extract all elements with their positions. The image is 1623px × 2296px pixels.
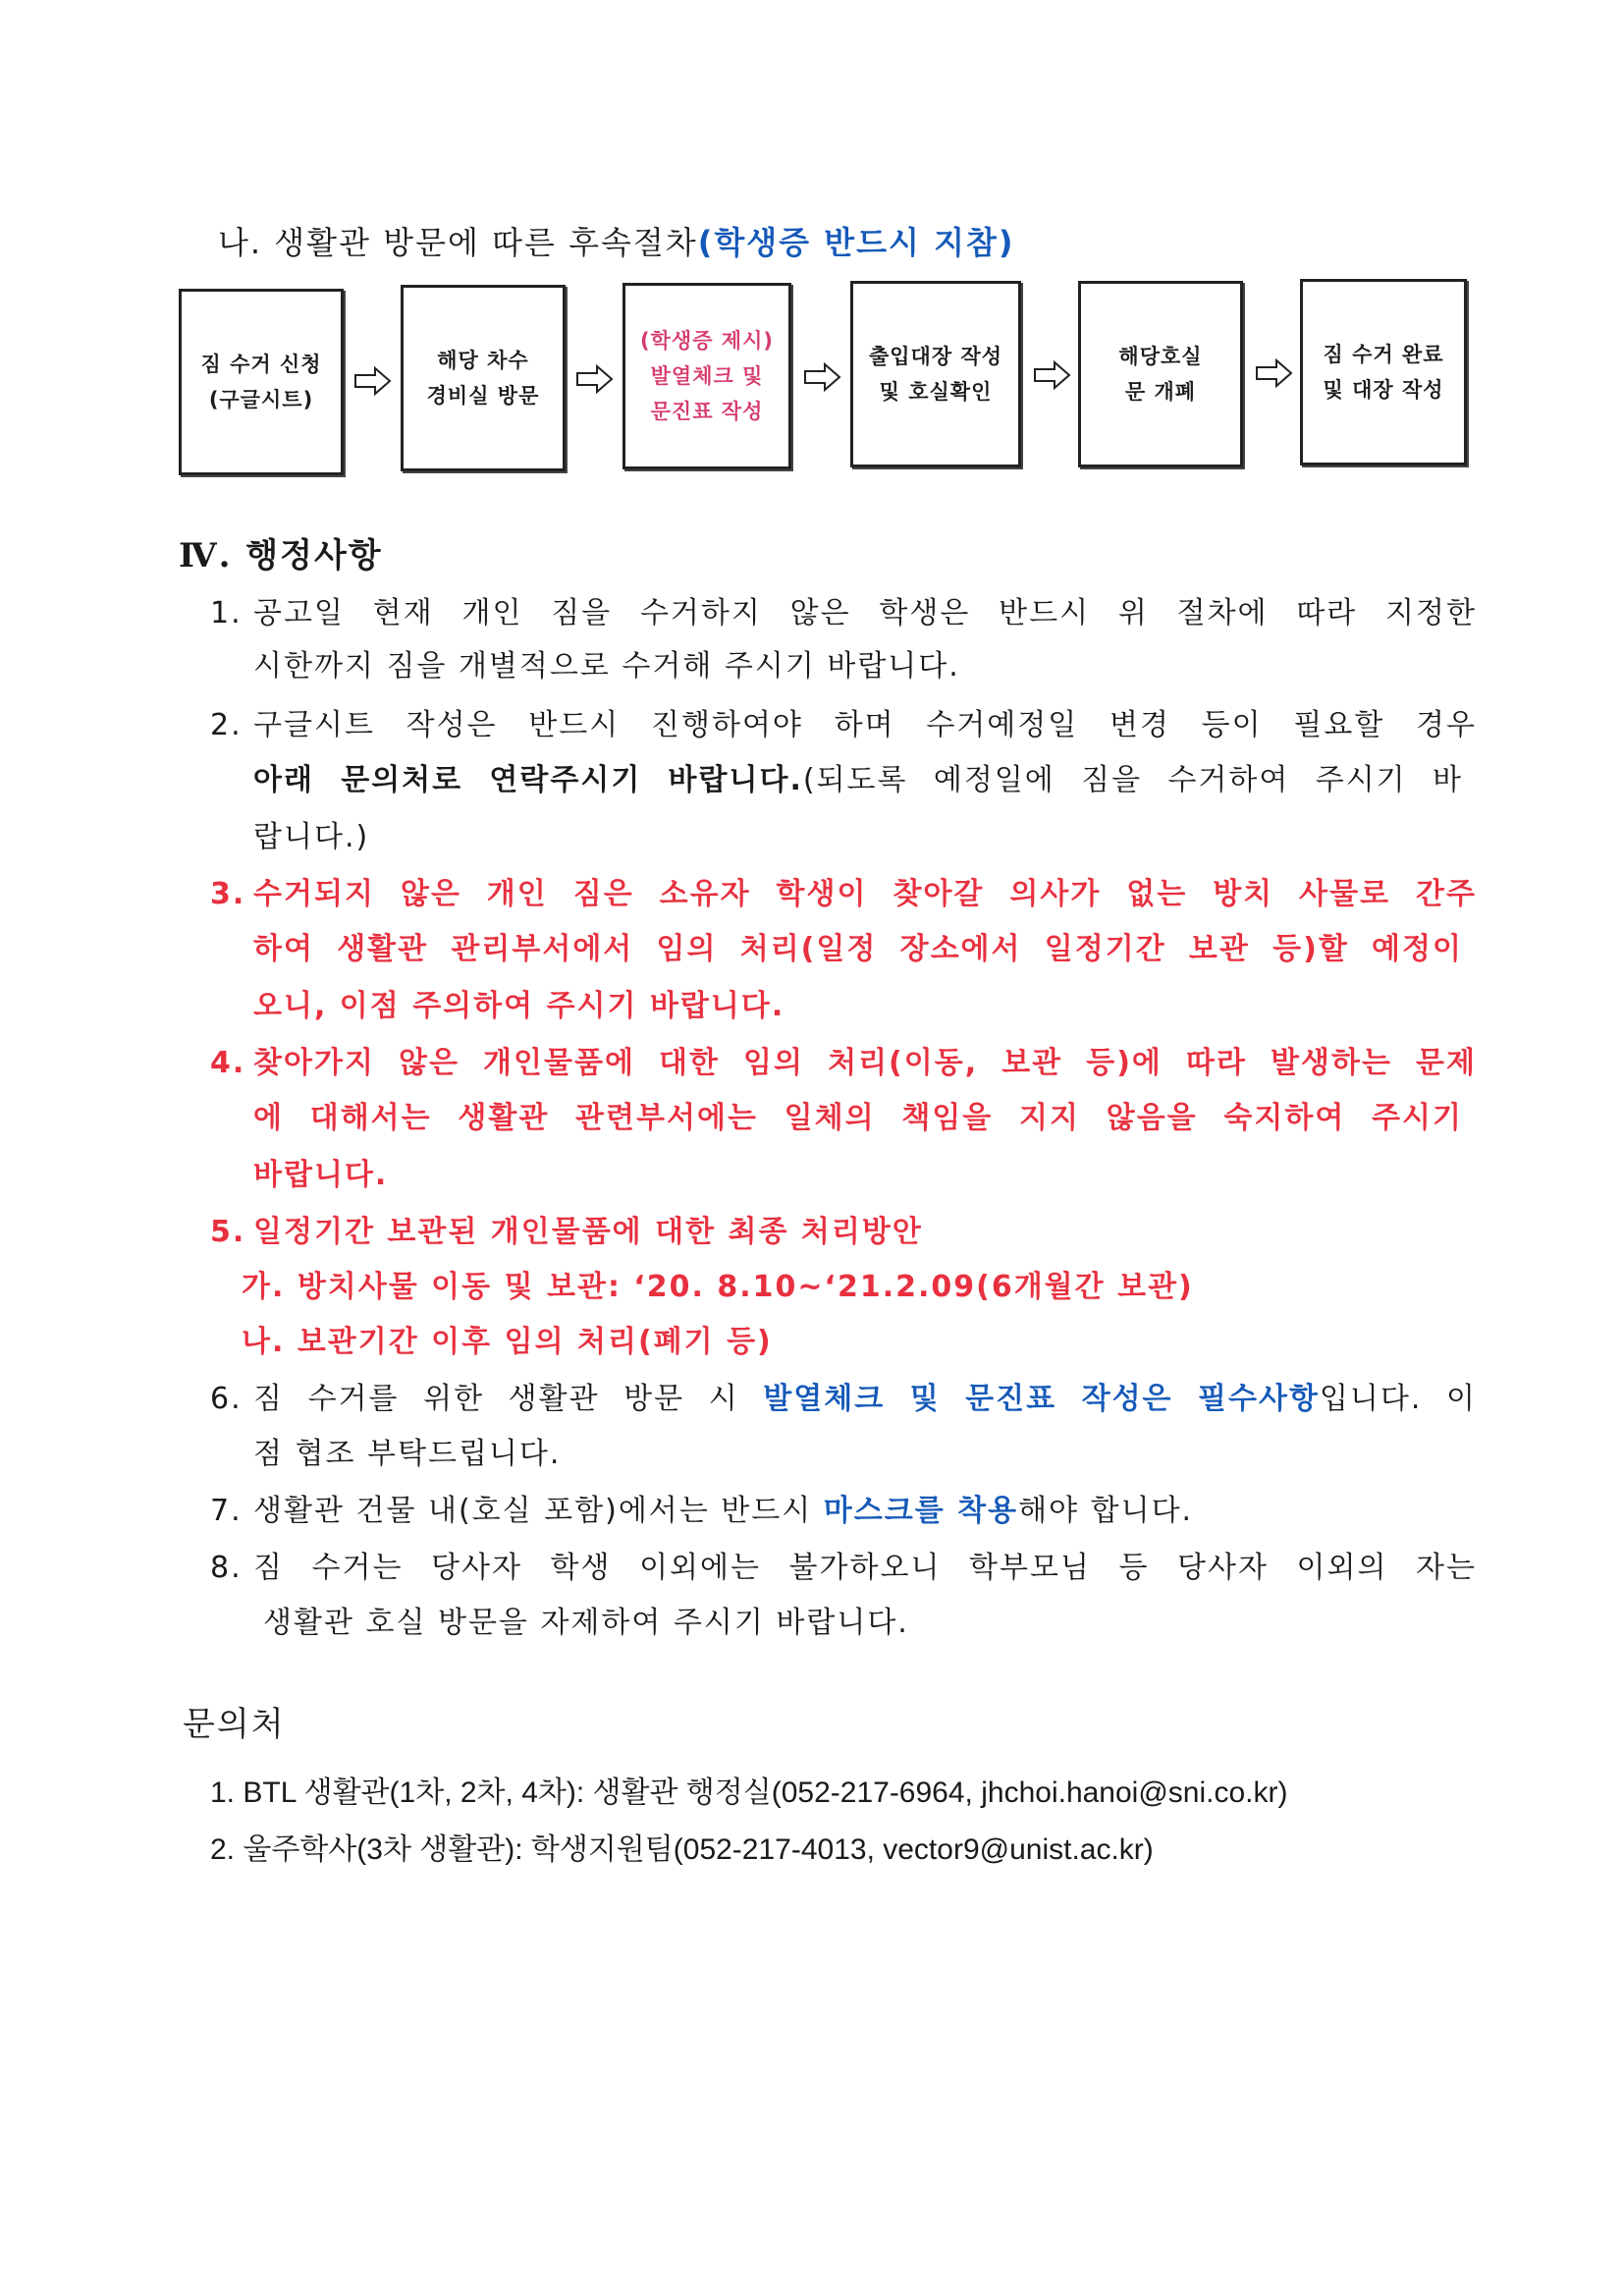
item-1-number: 1.: [210, 596, 243, 630]
subheading: [218, 218, 1015, 263]
arrow-right-icon: [803, 361, 842, 393]
item-4: [210, 1035, 1477, 1092]
item-4-line3: 바랍니다.: [253, 1158, 389, 1192]
subheading-highlight: (학생증 반드시 지참): [697, 224, 1015, 261]
item-4-line1: 찾아가지 않은 개인물품에 대한 임의 처리(이동, 보관 등)에 따라 발생하는 문제: [253, 1046, 1477, 1080]
contact-2: 2. 울주학사(3차 생활관): 학생지원팀(052-217-4013, vector9@unist.ac.kr): [210, 1833, 1154, 1866]
item-2-line1: 구글시트 작성은 반드시 진행하여야 하며 수거예정일 변경 등이 필요할 경우: [253, 708, 1477, 742]
subheading-text: 나. 생활관 방문에 따른 후속절차: [218, 224, 698, 261]
arrow-right-icon: [1033, 359, 1072, 391]
flow-step-2: [401, 285, 566, 471]
item-4-number: 4.: [210, 1046, 246, 1080]
flow-step-3: [622, 283, 791, 469]
item-7-number: 7.: [210, 1494, 243, 1528]
item-7: [210, 1483, 1477, 1540]
item-3-number: 3.: [210, 877, 246, 911]
flow-step-1-line2: (구글시트): [208, 388, 314, 411]
flow-step-2-line2: 경비실 방문: [426, 384, 540, 408]
item-2-line2-rest: (되도록 예정일에 짐을 수거하여 주시기 바: [802, 763, 1463, 797]
flow-step-1-line1: 짐 수거 신청: [200, 353, 322, 376]
flow-step-5: [1078, 281, 1243, 467]
item-7-highlight: 마스크를 착용: [823, 1494, 1019, 1528]
item-7-text: 생활관 건물 내(호실 포함)에서는 반드시: [253, 1494, 824, 1528]
item-8-line1: 짐 수거는 당사자 학생 이외에는 불가하오니 학부모님 등 당사자 이외의 자는: [253, 1551, 1477, 1585]
arrow-right-icon: [575, 363, 615, 395]
item-2-line2-bold: 아래 문의처로 연락주시기 바랍니다.: [253, 763, 803, 797]
item-5-sub-b: 나. 보관기간 이후 임의 처리(폐기 등): [242, 1325, 773, 1359]
item-5-number: 5.: [210, 1215, 246, 1249]
item-8: [210, 1540, 1477, 1597]
item-6-line2: 점 협조 부탁드립니다.: [253, 1437, 562, 1471]
item-2-number: 2.: [210, 708, 243, 742]
flow-step-3-line3: 문진표 작성: [650, 400, 764, 423]
flow-step-3-line1: (학생증 제시): [640, 329, 774, 353]
item-5-line1: 일정기간 보관된 개인물품에 대한 최종 처리방안: [253, 1215, 923, 1249]
item-1: [210, 585, 1477, 642]
flow-step-6-line1: 짐 수거 완료: [1323, 343, 1444, 366]
arrow-right-icon: [1255, 357, 1294, 389]
item-8-line2: 생활관 호실 방문을 자제하여 주시기 바랍니다.: [263, 1606, 909, 1640]
item-6-text-end: 입니다. 이: [1319, 1382, 1477, 1416]
contact-1: 1. BTL 생활관(1차, 2차, 4차): 생활관 행정실(052-217-6964, jhchoi.hanoi@sni.co.kr): [210, 1777, 1288, 1809]
item-3-line3: 오니, 이점 주의하여 주시기 바랍니다.: [253, 989, 785, 1023]
item-3-line2: 하여 생활관 관리부서에서 임의 처리(일정 장소에서 일정기간 보관 등)할 예정이: [253, 932, 1463, 966]
flow-step-3-line2: 발열체크 및: [650, 364, 764, 388]
flow-step-6: [1300, 279, 1467, 465]
item-6-number: 6.: [210, 1382, 243, 1416]
flow-step-4-line1: 출입대장 작성: [868, 345, 1003, 368]
item-8-number: 8.: [210, 1551, 243, 1585]
flow-step-2-line1: 해당 차수: [437, 349, 529, 372]
contact-title: 문의처: [183, 1705, 286, 1744]
flow-step-1: [179, 289, 344, 475]
item-6: [210, 1371, 1477, 1428]
flow-step-4: [850, 281, 1021, 467]
section-title: Ⅳ. 행정사항: [179, 536, 383, 575]
item-6-highlight: 발열체크 및 문진표 작성은 필수사항: [763, 1382, 1320, 1416]
flow-step-4-line2: 및 호실확인: [879, 380, 993, 404]
item-2-line2: [253, 752, 1463, 809]
item-1-line1: 공고일 현재 개인 짐을 수거하지 않은 학생은 반드시 위 절차에 따라 지정한: [253, 596, 1477, 630]
flow-step-6-line2: 및 대장 작성: [1323, 378, 1444, 402]
flow-step-5-line2: 문 개폐: [1124, 380, 1197, 404]
item-6-text: 짐 수거를 위한 생활관 방문 시: [253, 1382, 764, 1416]
arrow-right-icon: [353, 365, 393, 397]
item-2-line3: 랍니다.): [253, 820, 370, 854]
item-5: [210, 1204, 1477, 1261]
item-7-text-end: 해야 합니다.: [1018, 1494, 1194, 1528]
flow-step-5-line1: 해당호실: [1118, 345, 1203, 368]
item-2: [210, 697, 1477, 754]
item-4-line2: 에 대해서는 생활관 관련부서에는 일체의 책임을 지지 않음을 숙지하여 주시기: [253, 1101, 1463, 1135]
item-3-line1: 수거되지 않은 개인 짐은 소유자 학생이 찾아갈 의사가 없는 방치 사물로 간주: [253, 877, 1477, 911]
item-3: [210, 866, 1477, 923]
item-1-line2: 시한까지 짐을 개별적으로 수거해 주시기 바랍니다.: [253, 649, 960, 683]
item-5-sub-a: 가. 방치사물 이동 및 보관: ‘20. 8.10~‘21.2.09(6개월간 보관): [242, 1270, 1194, 1304]
